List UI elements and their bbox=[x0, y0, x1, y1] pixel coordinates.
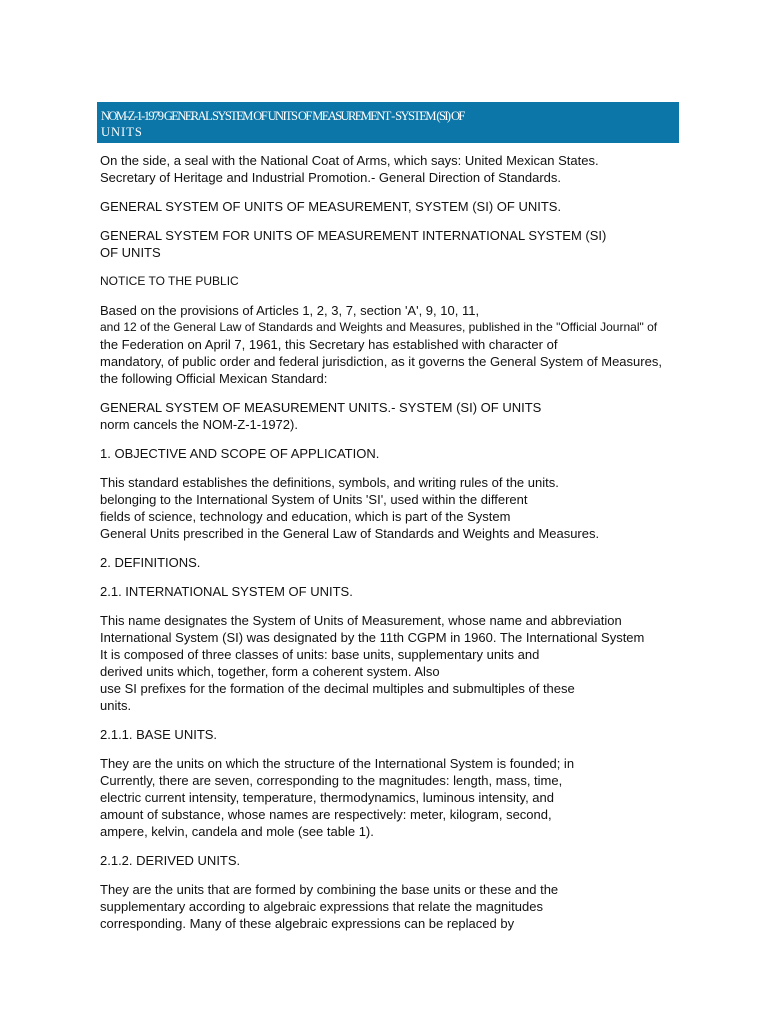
text-line: ampere, kelvin, candela and mole (see table 1). bbox=[100, 824, 374, 839]
text-line: Currently, there are seven, corresponding to the magnitudes: length, mass, time, bbox=[100, 773, 563, 788]
section-heading-definitions bbox=[100, 554, 700, 571]
text-line: Secretary of Heritage and Industrial Promotion.- General Direction of Standards. bbox=[100, 170, 562, 185]
section-heading-base-units bbox=[100, 726, 700, 743]
text-line: On the side, a seal with the National Coat of Arms, which says: United Mexican States. bbox=[100, 153, 599, 168]
text-line: norm cancels the NOM-Z-1-1972). bbox=[100, 417, 298, 432]
text-line: use SI prefixes for the formation of the decimal multiples and submultiples of these bbox=[100, 681, 575, 696]
text-line: International System (SI) was designated by the 11th CGPM in 1960. The International System bbox=[100, 630, 645, 645]
text-line: They are the units on which the structure of the International System is founded; in bbox=[100, 756, 575, 771]
text-line: corresponding. Many of these algebraic expressions can be replaced by bbox=[100, 916, 515, 931]
text-line: This standard establishes the definitions, symbols, and writing rules of the units. bbox=[100, 475, 559, 490]
text-line: units. bbox=[100, 698, 132, 713]
section-heading-objective bbox=[100, 445, 700, 462]
text-line: It is composed of three classes of units: base units, supplementary units and bbox=[100, 647, 540, 662]
paragraph-base-units bbox=[100, 755, 700, 840]
text-line: the following Official Mexican Standard: bbox=[100, 371, 328, 386]
section-heading-derived-units bbox=[100, 852, 700, 869]
paragraph-system-international-title bbox=[100, 227, 700, 261]
paragraph-international-system bbox=[100, 612, 700, 714]
text-line: electric current intensity, temperature, thermodynamics, luminous intensity, and bbox=[100, 790, 554, 805]
text-line: OF UNITS bbox=[100, 245, 161, 260]
text-line: This name designates the System of Units of Measurement, whose name and abbreviation bbox=[100, 613, 622, 628]
paragraph-notice bbox=[100, 273, 700, 290]
text-line: 2.1. INTERNATIONAL SYSTEM OF UNITS. bbox=[100, 584, 353, 599]
paragraph-derived-units bbox=[100, 881, 700, 932]
text-line: GENERAL SYSTEM OF UNITS OF MEASUREMENT, SYSTEM (SI) OF UNITS. bbox=[100, 199, 562, 214]
text-line: 2. DEFINITIONS. bbox=[100, 555, 201, 570]
paragraph-norm-cancels bbox=[100, 399, 700, 433]
text-line: They are the units that are formed by combining the base units or these and the bbox=[100, 882, 559, 897]
text-line: derived units which, together, form a coherent system. Also bbox=[100, 664, 440, 679]
paragraph-seal-description bbox=[100, 152, 700, 186]
text-line: GENERAL SYSTEM OF MEASUREMENT UNITS.- SYSTEM (SI) OF UNITS bbox=[100, 400, 542, 415]
text-line: fields of science, technology and education, which is part of the System bbox=[100, 509, 511, 524]
text-line: General Units prescribed in the General Law of Standards and Weights and Measures. bbox=[100, 526, 600, 541]
text-line: supplementary according to algebraic expressions that relate the magnitudes bbox=[100, 899, 543, 914]
text-line: NOTICE TO THE PUBLIC bbox=[100, 274, 239, 288]
text-line: Based on the provisions of Articles 1, 2, 3, 7, section 'A', 9, 10, 11, bbox=[100, 303, 480, 318]
text-line: 2.1.2. DERIVED UNITS. bbox=[100, 853, 241, 868]
text-line: the Federation on April 7, 1961, this Secretary has established with character of bbox=[100, 337, 558, 352]
text-line: belonging to the International System of Units 'SI', used within the different bbox=[100, 492, 528, 507]
document-title-banner bbox=[97, 102, 679, 143]
text-line: 1. OBJECTIVE AND SCOPE OF APPLICATION. bbox=[100, 446, 380, 461]
document-title-line-1: NOM-Z-1-1979 GENERAL SYSTEM OF UNITS OF MEASUREMENT - SYSTEM (SI) OF bbox=[101, 109, 464, 123]
text-line: 2.1.1. BASE UNITS. bbox=[100, 727, 218, 742]
document-title-line-2: UNITS bbox=[101, 125, 143, 139]
paragraph-legal-basis bbox=[100, 302, 700, 387]
text-line: amount of substance, whose names are respectively: meter, kilogram, second, bbox=[100, 807, 552, 822]
paragraph-system-title bbox=[100, 198, 700, 215]
document-body bbox=[100, 152, 700, 944]
section-heading-international-system bbox=[100, 583, 700, 600]
text-line: GENERAL SYSTEM FOR UNITS OF MEASUREMENT INTERNATIONAL SYSTEM (SI) bbox=[100, 228, 607, 243]
text-line: mandatory, of public order and federal jurisdiction, as it governs the General System of Measures, bbox=[100, 354, 662, 369]
paragraph-objective bbox=[100, 474, 700, 542]
text-line: and 12 of the General Law of Standards and Weights and Measures, published in the "Official Journal" of bbox=[100, 320, 658, 334]
